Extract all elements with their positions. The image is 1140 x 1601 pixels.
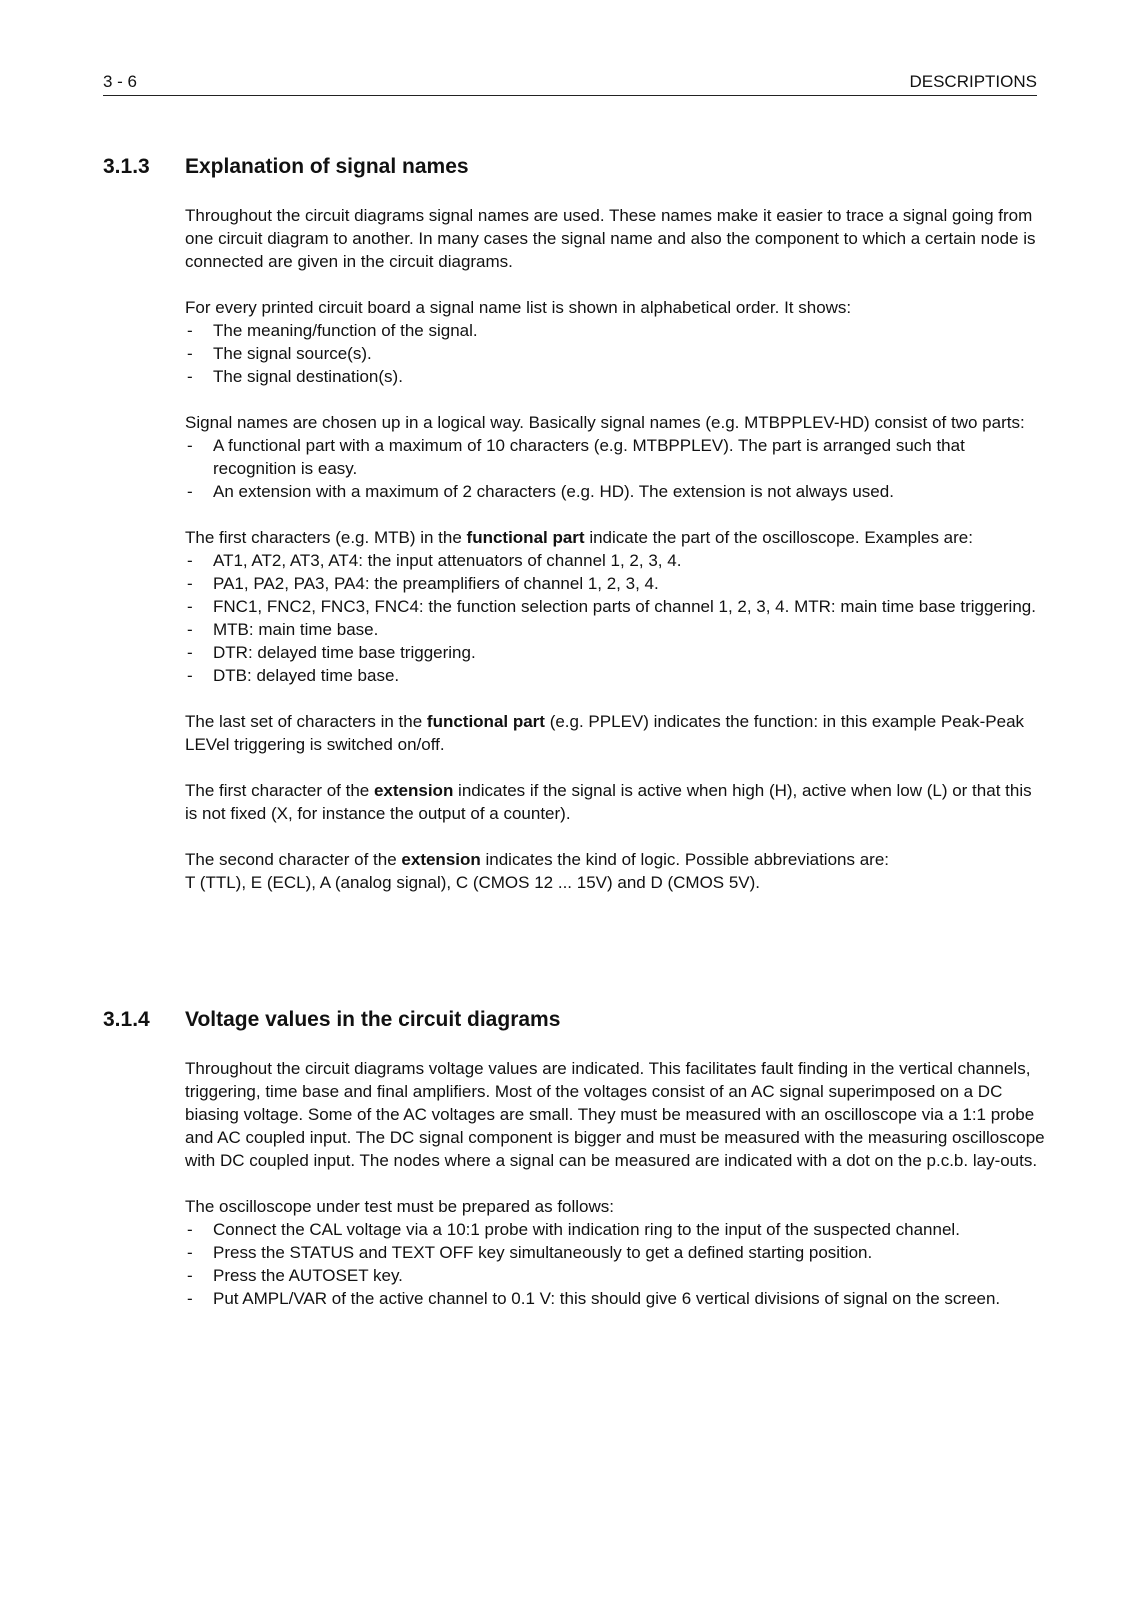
list-item: - PA1, PA2, PA3, PA4: the preamplifiers of channel 1, 2, 3, 4.: [185, 572, 1045, 595]
list-item: - AT1, AT2, AT3, AT4: the input attenuators of channel 1, 2, 3, 4.: [185, 549, 1045, 572]
paragraph: The oscilloscope under test must be prepared as follows:: [185, 1197, 615, 1216]
list-item: - The meaning/function of the signal.: [185, 319, 1045, 342]
text-run: indicate the part of the oscilloscope. Examples are:: [584, 528, 973, 547]
bullet-list: [185, 319, 1045, 388]
text-run: indicates the kind of logic. Possible abbreviations are:: [480, 850, 889, 869]
section-title: Voltage values in the circuit diagrams: [185, 1008, 561, 1031]
bold-term: functional part: [466, 528, 585, 547]
text-run: The first character of the: [185, 781, 374, 800]
list-item: - A functional part with a maximum of 10 characters (e.g. MTBPPLEV). The part is arranged such that recognition is easy.: [185, 434, 1045, 480]
bullet-list: [185, 434, 1045, 503]
list-item: - Press the STATUS and TEXT OFF key simultaneously to get a defined starting position.: [185, 1241, 1045, 1264]
paragraph: For every printed circuit board a signal name list is shown in alphabetical order. It shows:: [185, 298, 852, 317]
paragraph: [185, 848, 1045, 871]
bold-term: extension: [373, 781, 454, 800]
list-item: - FNC1, FNC2, FNC3, FNC4: the function selection parts of channel 1, 2, 3, 4. MTR: main time base triggering.: [185, 595, 1045, 618]
paragraph: Throughout the circuit diagrams voltage values are indicated. This facilitates fault finding in the vertical channels, triggering, time base and final amplifiers. Most of the voltages consist of an AC signal superimposed on a DC biasing voltage. Some of the AC voltages are small. They must be measured with an oscilloscope via a 1:1 probe and AC coupled input. The DC signal component is bigger and must be measured with the measuring oscilloscope with DC coupled input. The nodes where a signal can be measured are indicated with a dot on the p.c.b. lay-outs.: [185, 1059, 1045, 1170]
list-item: - MTB: main time base.: [185, 618, 1045, 641]
list-item: - The signal source(s).: [185, 342, 1045, 365]
list-item: - Put AMPL/VAR of the active channel to 0.1 V: this should give 6 vertical divisions of signal on the screen.: [185, 1287, 1045, 1310]
section-number: 3.1.3: [103, 155, 150, 178]
list-item: - The signal destination(s).: [185, 365, 1045, 388]
section-heading-3-1-3: [103, 155, 469, 179]
paragraph: Throughout the circuit diagrams signal names are used. These names make it easier to trace a signal going from one circuit diagram to another. In many cases the signal name and also the component to which a certain node is connected are given in the circuit diagrams.: [185, 206, 1036, 271]
section-body-3-1-3: [185, 204, 1045, 894]
paragraph: [185, 779, 1045, 825]
text-run: The last set of characters in the: [185, 712, 427, 731]
paragraph: Signal names are chosen up in a logical way. Basically signal names (e.g. MTBPPLEV-HD) consist of two parts:: [185, 413, 1025, 432]
text-run: indicates if the signal is active when high (H), active when low (L) or that this is not fixed (X, for instance the output of a counter).: [185, 781, 1032, 823]
list-item: - DTR: delayed time base triggering.: [185, 641, 1045, 664]
section-number: 3.1.4: [103, 1008, 150, 1031]
chapter-title: DESCRIPTIONS: [909, 72, 1037, 91]
text-run: (e.g. PPLEV) indicates the function: in this example Peak-Peak LEVel triggering is switched on/off.: [185, 712, 1025, 754]
paragraph: [185, 526, 1045, 549]
section-body-3-1-4: [185, 1057, 1045, 1310]
bold-term: functional part: [426, 712, 545, 731]
page-header: [103, 70, 1037, 96]
list-item: - DTB: delayed time base.: [185, 664, 1045, 687]
section-heading-3-1-4: [103, 1008, 560, 1032]
list-item: - Press the AUTOSET key.: [185, 1264, 1045, 1287]
page-number: 3 - 6: [103, 72, 138, 91]
paragraph: [185, 710, 1045, 756]
bullet-list: [185, 549, 1045, 687]
text-run: The first characters (e.g. MTB) in the: [185, 528, 467, 547]
bullet-list: [185, 1218, 1045, 1310]
list-item: - Connect the CAL voltage via a 10:1 probe with indication ring to the input of the suspected channel.: [185, 1218, 1045, 1241]
section-title: Explanation of signal names: [185, 155, 469, 178]
bold-term: extension: [401, 850, 481, 869]
paragraph: T (TTL), E (ECL), A (analog signal), C (CMOS 12 ... 15V) and D (CMOS 5V).: [185, 873, 761, 892]
text-run: The second character of the: [185, 850, 402, 869]
list-item: - An extension with a maximum of 2 characters (e.g. HD). The extension is not always used.: [185, 480, 1045, 503]
